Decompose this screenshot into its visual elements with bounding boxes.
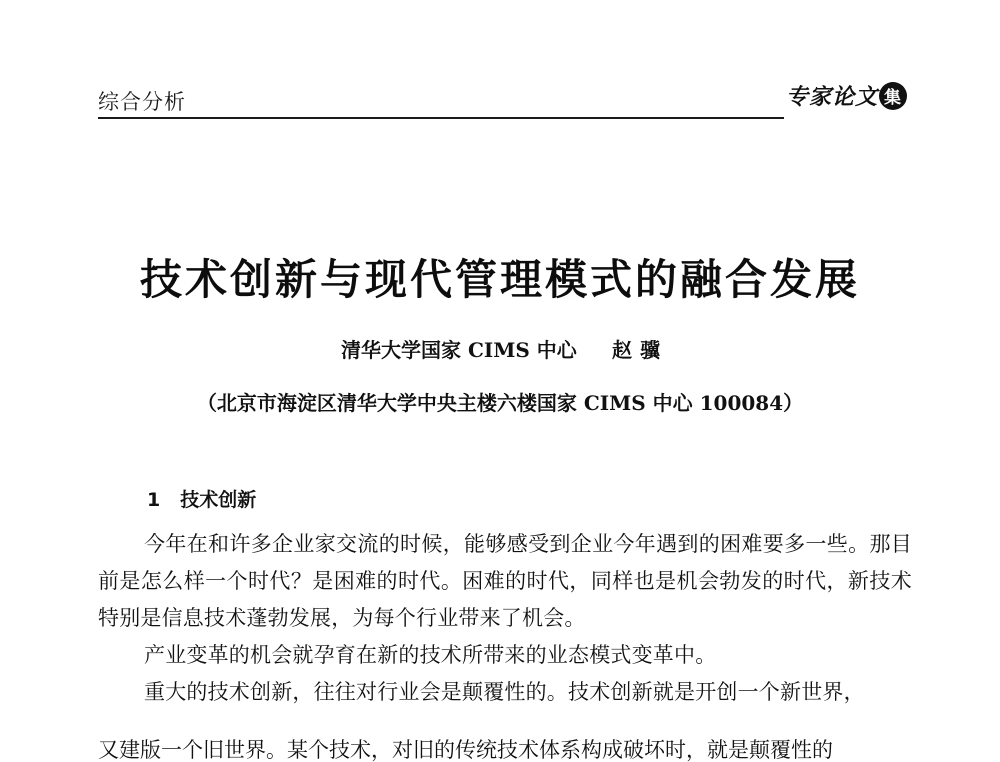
section-title: 技术创新	[180, 489, 257, 511]
section-number: 1	[147, 489, 161, 511]
author-affiliation: 清华大学国家 CIMS 中心	[341, 338, 577, 362]
paragraph: 今年在和许多企业家交流的时候，能够感受到企业今年遇到的困难要多一些。那目前是怎么样一个时代？是困难的时代。困难的时代，同样也是机会勃发的时代，新技术特别是信息技术蓬勃发展，为每个行业带来了机会。	[98, 532, 912, 630]
paragraph: 产业变革的机会就孕育在新的技术所带来的业态模式变革中。	[144, 643, 717, 667]
author-address: （北京市海淀区清华大学中央主楼六楼国家 CIMS 中心 100084）	[196, 391, 804, 415]
cut-off-line	[98, 738, 912, 762]
series-badge: 集	[879, 82, 907, 110]
author-name: 赵骥	[612, 338, 668, 362]
series-title	[786, 80, 907, 111]
header-rule	[98, 117, 784, 119]
section-heading	[147, 485, 256, 512]
cut-off-line-text: 又建版一个旧世界。某个技术，对旧的传统技术体系构成破坏时，就是颠覆性的	[98, 738, 833, 762]
paragraph: 重大的技术创新，往往对行业会是颠覆性的。技术创新就是开创一个新世界，	[144, 680, 865, 704]
series-title-text: 专家论文	[786, 84, 879, 110]
body-text	[98, 526, 912, 711]
article-title: 技术创新与现代管理模式的融合发展	[139, 255, 860, 304]
section-label: 综合分析	[98, 90, 186, 114]
